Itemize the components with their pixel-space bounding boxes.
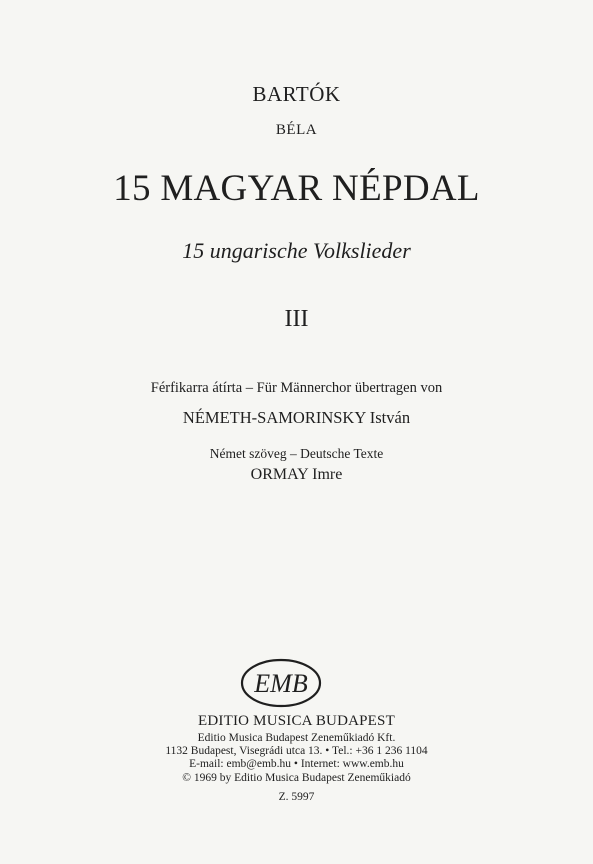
catalog-number: Z. 5997 xyxy=(278,791,315,803)
composer-given-name: BÉLA xyxy=(275,122,318,138)
page-title: 15 MAGYAR NÉPDAL xyxy=(113,168,480,209)
publisher-address: 1132 Budapest, Visegrádi utca 13. • Tel.: +36 1 236 1104 xyxy=(165,745,428,757)
emb-logo xyxy=(240,658,322,708)
composer-surname: BARTÓK xyxy=(252,82,341,106)
logo-text: EMB xyxy=(254,669,308,698)
publisher-name: EDITIO MUSICA BUDAPEST xyxy=(198,713,395,729)
subtitle: 15 ungarische Volkslieder xyxy=(182,238,411,263)
publisher-contact: E-mail: emb@emb.hu • Internet: www.emb.hu xyxy=(189,758,404,770)
emb-logo-icon xyxy=(240,658,322,708)
volume-number: III xyxy=(284,306,309,332)
copyright-notice: © 1969 by Editio Musica Budapest Zeneműkiadó xyxy=(182,772,411,784)
publisher-company: Editio Musica Budapest Zeneműkiadó Kft. xyxy=(197,732,396,744)
text-author-name: ORMAY Imre xyxy=(250,466,343,483)
arranger-name: NÉMETH-SAMORINSKY István xyxy=(182,408,411,427)
arrangement-label: Férfikarra átírta – Für Männerchor übertragen von xyxy=(150,380,443,396)
text-translation-label: Német szöveg – Deutsche Texte xyxy=(209,446,384,461)
